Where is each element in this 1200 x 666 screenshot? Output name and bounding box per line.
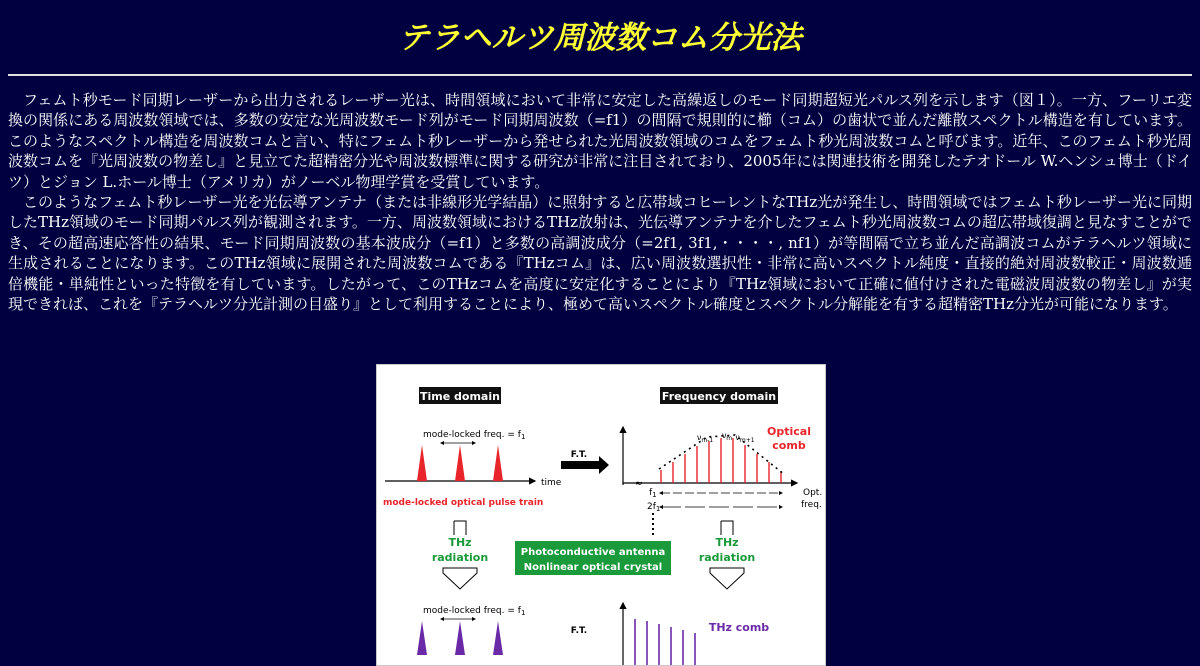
- right-bracket: [721, 521, 733, 535]
- article-body: [8, 90, 1192, 314]
- ft-label-2: F.T.: [570, 626, 588, 636]
- opt-freq-label-2: freq.: [801, 500, 822, 510]
- title-divider: [8, 74, 1192, 76]
- time-domain-label: Time domain: [420, 390, 500, 403]
- optical-pulse: [417, 445, 427, 481]
- opt-freq-label-1: Opt.: [803, 488, 823, 498]
- frequency-domain-label: Frequency domain: [661, 390, 777, 403]
- optical-pulse: [493, 445, 503, 481]
- optical-pulse: [455, 445, 465, 481]
- two-f1-label: $2f_1$: [647, 502, 661, 513]
- optical-pulses: [417, 445, 503, 481]
- f1-label: $f_1$: [649, 488, 657, 499]
- page-title: テラヘルツ周波数コム分光法: [398, 20, 802, 56]
- ft-label: F.T.: [570, 450, 588, 460]
- optical-comb-lines: [661, 438, 781, 483]
- paragraph-1: フェムト秒モード同期レーザーから出力されるレーザー光は、時間領域において非常に安定した高繰返しのモード同期超短光パルス列を示します（図１）。一方、フーリエ変換の関係にある周波数領域では、多数の安定な光周波数モード列がモード同期周波数（=f1）の間隔で規則的に櫛（コム）の歯状で並んだ離散スペクトル構造を有しています。このようなスペクトル構造を周波数コムと言い、特にフェムト秒レーザーから発せられた光周波数領域のコムをフェムト秒光周波数コムと呼びます。近年、このフェムト秒光周波数コムを『光周波数の物差し』と見立てた超精密分光や周波数標準に関する研究が非常に注目されており、2005年には関連技術を開発したテオドール W.ヘンシュ博士（ドイツ）とジョン L.ホール博士（アメリカ）がノーベル物理学賞を受賞しています。: [8, 91, 1192, 191]
- thz-pulse: [493, 621, 503, 655]
- thz-comb-lines: [635, 619, 695, 665]
- thz-pulse: [417, 621, 427, 655]
- time-axis-label: time: [541, 478, 562, 488]
- figure-diagram: [377, 365, 825, 665]
- right-down-arrow: [710, 568, 744, 589]
- thz-comb-figure: [376, 364, 826, 666]
- nu-m-label: $\nu_m$: [721, 431, 733, 442]
- thz-pulses: [417, 621, 503, 655]
- left-down-arrow: [443, 568, 477, 589]
- mode-locked-freq-label-2: mode-locked freq. = $f_1$: [423, 606, 526, 617]
- antenna-label-1: Photoconductive antenna: [520, 547, 666, 558]
- thz-pulse: [455, 621, 465, 655]
- left-bracket: [454, 521, 466, 535]
- nu-m-plus-1-label: $\nu_{m+1}$: [735, 433, 755, 444]
- thz-comb-label: THz comb: [708, 621, 770, 634]
- pulse-train-label: mode-locked optical pulse train: [383, 498, 544, 508]
- thz-radiation-left-2: radiation: [431, 551, 489, 564]
- comb-envelope: [659, 435, 785, 475]
- thz-radiation-left-1: THz: [448, 536, 472, 549]
- nu-m-minus-1-label: $\nu_{m-1}$: [696, 433, 714, 444]
- antenna-label-2: Nonlinear optical crystal: [523, 562, 663, 573]
- optical-comb-label-1: Optical: [767, 425, 811, 438]
- paragraph-2: このようなフェムト秒レーザー光を光伝導アンテナ（または非線形光学結晶）に照射すると広帯域コヒーレントなTHz光が発生し、時間領域ではフェムト秒レーザー光に同期したTHz領域のモード同期パルス列が観測されます。一方、周波数領域におけるTHz放射は、光伝導アンテナを介したフェムト秒光周波数コムの超広帯域復調と見なすことができ、その超高速応答性の結果、モード同期周波数の基本波成分（=f1）と多数の高調波成分（=2f1, 3f1,・・・・, nf1）が等間隔で立ち並んだ高調波コムがテラヘルツ領域に生成されることになります。このTHz領域に展開された周波数コムである『THzコム』は、広い周波数選択性・非常に高いスペクトル純度・直接的絶対周波数較正・周波数逓倍機能・単純性といった特徴を有しています。したがって、このTHzコムを高度に安定化することにより『THz領域において正確に値付けされた電磁波周波数の物差し』が実現できれば、これを『テラヘルツ分光計測の目盛り』として利用することにより、極めて高いスペクトル確度とスペクトル分解能を有する超精密THz分光が可能になります。: [8, 193, 1192, 314]
- thz-radiation-right-2: radiation: [698, 551, 756, 564]
- optical-comb-label-2: comb: [772, 439, 806, 452]
- mode-locked-freq-label: mode-locked freq. = $f_1$: [423, 430, 526, 441]
- axis-break: ≈: [635, 479, 643, 489]
- thz-radiation-right-1: THz: [715, 536, 739, 549]
